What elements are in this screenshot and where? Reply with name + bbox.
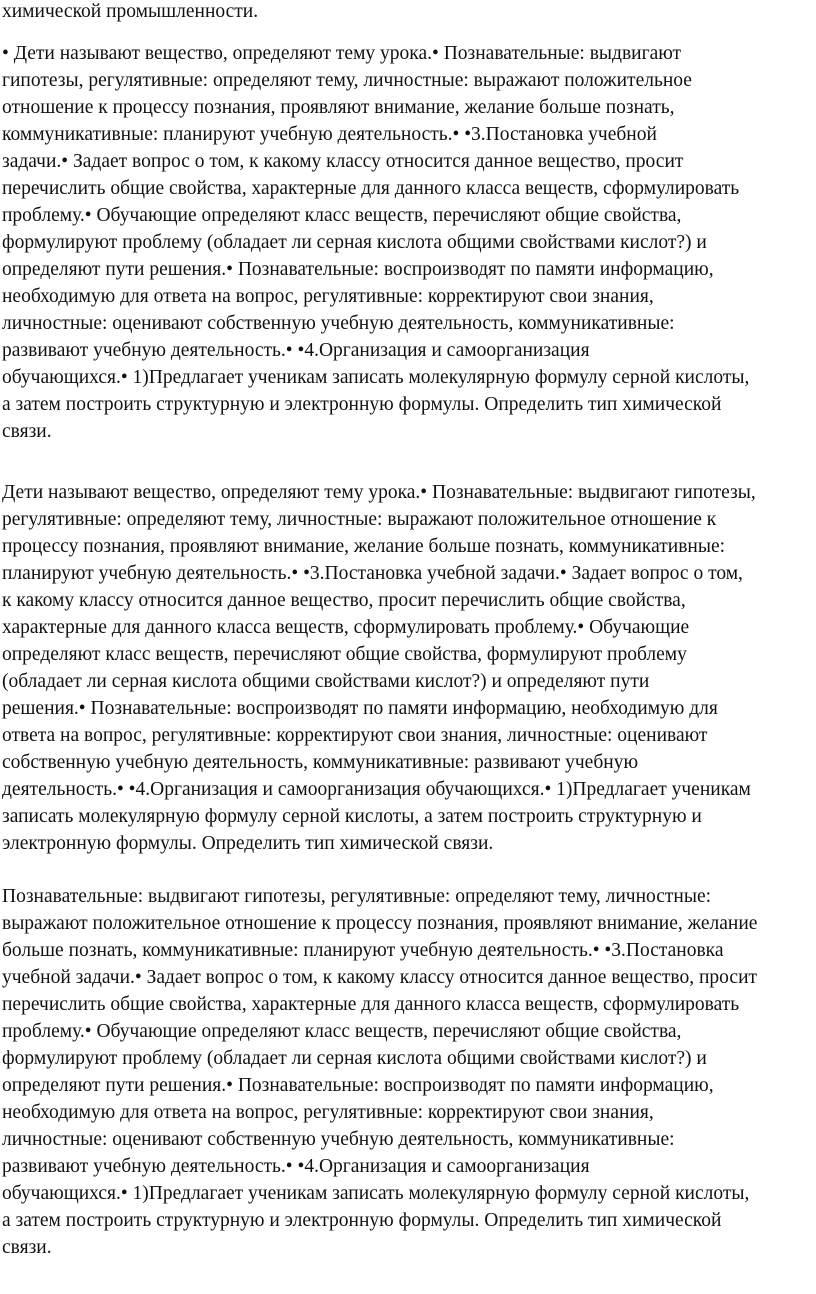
paragraph-line: коммуникативные: планируют учебную деятельность.• •3.Постановка учебной xyxy=(2,124,657,145)
paragraph-line: а затем построить структурную и электронную формулы. Определить тип химической xyxy=(2,1210,722,1231)
paragraph-line: к какому классу относится данное вещество, просит перечислить общие свойства, xyxy=(2,590,686,611)
paragraph-line: обучающихся.• 1)Предлагает ученикам записать молекулярную формулу серной кислоты, xyxy=(2,1183,750,1204)
paragraph-line: электронную формулы. Определить тип химической связи. xyxy=(2,833,494,854)
paragraph-line: регулятивные: определяют тему, личностные: выражают положительное отношение к xyxy=(2,509,717,530)
paragraph-line: проблему.• Обучающие определяют класс веществ, перечисляют общие свойства, xyxy=(2,1021,682,1042)
paragraph-line: учебной задачи.• Задает вопрос о том, к какому классу относится данное вещество, просит xyxy=(2,967,758,988)
paragraph-3 xyxy=(2,883,816,1261)
paragraph-1 xyxy=(2,40,816,445)
paragraph-line: решения.• Познавательные: воспроизводят по памяти информацию, необходимую для xyxy=(2,698,718,719)
paragraph-line: записать молекулярную формулу серной кислоты, а затем построить структурную и xyxy=(2,806,702,827)
paragraph-line: формулируют проблему (обладает ли серная кислота общими свойствами кислот?) и xyxy=(2,1048,707,1069)
paragraph-line: (обладает ли серная кислота общими свойствами кислот?) и определяют пути xyxy=(2,671,650,692)
paragraph-2 xyxy=(2,479,816,857)
paragraph-line: задачи.• Задает вопрос о том, к какому классу относится данное вещество, просит xyxy=(2,151,684,172)
paragraph-line: перечислить общие свойства, характерные для данного класса веществ, сформулировать xyxy=(2,994,740,1015)
paragraph-line: связи. xyxy=(2,1237,52,1258)
paragraph-line: гипотезы, регулятивные: определяют тему, личностные: выражают положительное xyxy=(2,70,692,91)
document-first-line: химической промышленности. xyxy=(2,1,259,22)
paragraph-line: личностные: оценивают собственную учебную деятельность, коммуникативные: xyxy=(2,313,675,334)
paragraph-line: а затем построить структурную и электронную формулы. Определить тип химической xyxy=(2,394,722,415)
paragraph-line: больше познать, коммуникативные: планируют учебную деятельность.• •3.Постановка xyxy=(2,940,724,961)
paragraph-line: определяют пути решения.• Познавательные: воспроизводят по памяти информацию, xyxy=(2,1075,714,1096)
paragraph-line: собственную учебную деятельность, коммуникативные: развивают учебную xyxy=(2,752,639,773)
paragraph-line: обучающихся.• 1)Предлагает ученикам записать молекулярную формулу серной кислоты, xyxy=(2,367,750,388)
paragraph-line: характерные для данного класса веществ, сформулировать проблему.• Обучающие xyxy=(2,617,690,638)
paragraph-line: формулируют проблему (обладает ли серная кислота общими свойствами кислот?) и xyxy=(2,232,707,253)
paragraph-line: ответа на вопрос, регулятивные: корректируют свои знания, личностные: оценивают xyxy=(2,725,708,746)
paragraph-line: деятельность.• •4.Организация и самоорганизация обучающихся.• 1)Предлагает ученикам xyxy=(2,779,751,800)
paragraph-line: выражают положительное отношение к процессу познания, проявляют внимание, желание xyxy=(2,913,758,934)
paragraph-line: развивают учебную деятельность.• •4.Организация и самоорганизация xyxy=(2,1156,590,1177)
paragraph-line: планируют учебную деятельность.• •3.Постановка учебной задачи.• Задает вопрос о том, xyxy=(2,563,743,584)
paragraph-line: развивают учебную деятельность.• •4.Организация и самоорганизация xyxy=(2,340,590,361)
paragraph-line: необходимую для ответа на вопрос, регулятивные: корректируют свои знания, xyxy=(2,1102,654,1123)
paragraph-line: перечислить общие свойства, характерные для данного класса веществ, сформулировать xyxy=(2,178,740,199)
paragraph-line: необходимую для ответа на вопрос, регулятивные: корректируют свои знания, xyxy=(2,286,654,307)
paragraph-line: определяют пути решения.• Познавательные: воспроизводят по памяти информацию, xyxy=(2,259,714,280)
paragraph-line: • Дети называют вещество, определяют тему урока.• Познавательные: выдвигают xyxy=(2,43,682,64)
paragraph-line: личностные: оценивают собственную учебную деятельность, коммуникативные: xyxy=(2,1129,675,1150)
paragraph-line: Дети называют вещество, определяют тему урока.• Познавательные: выдвигают гипотезы, xyxy=(2,482,756,503)
paragraph-line: процессу познания, проявляют внимание, желание больше познать, коммуникативные: xyxy=(2,536,726,557)
paragraph-line: Познавательные: выдвигают гипотезы, регулятивные: определяют тему, личностные: xyxy=(2,886,712,907)
paragraph-line: отношение к процессу познания, проявляют внимание, желание больше познать, xyxy=(2,97,675,118)
paragraph-line: определяют класс веществ, перечисляют общие свойства, формулируют проблему xyxy=(2,644,687,665)
paragraph-line: связи. xyxy=(2,421,52,442)
paragraph-line: проблему.• Обучающие определяют класс веществ, перечисляют общие свойства, xyxy=(2,205,682,226)
